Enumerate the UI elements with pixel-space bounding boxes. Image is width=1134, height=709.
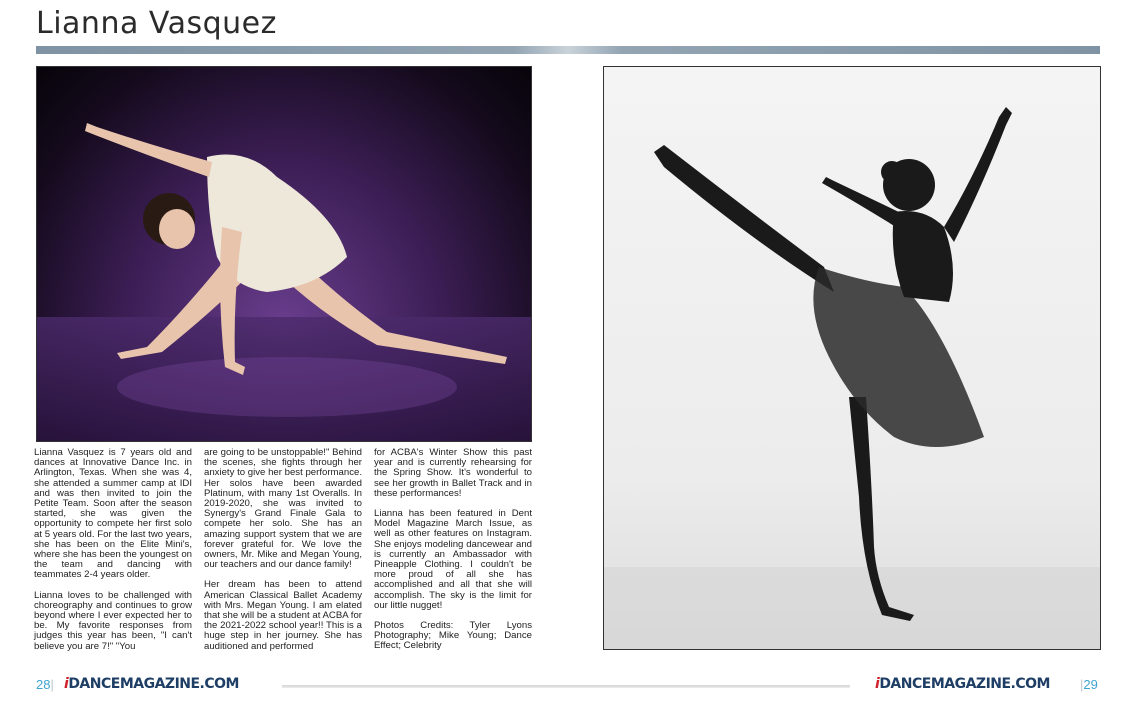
page-number-separator: |: [1080, 677, 1084, 692]
page-number-left: [36, 677, 54, 692]
page-number-separator: |: [50, 677, 54, 692]
photo-credits: Photos Credits: Tyler Lyons Photography; Mike Young; Dance Effect; Celebrity: [374, 620, 532, 652]
article-paragraph: Lianna Vasquez is 7 years old and dances at Innovative Dance Inc. in Arlington, Texas. When she was 4, she attended a summer camp at IDI and was then invited to join the Petite Team. Soon after the season started, she was given the opportunity to compete her first solo at 5 years old. For the last two years, she has been on the Elite Mini's, where she has been the youngest on the team and dancing with teammates 2-4 years older.: [34, 447, 192, 581]
article-paragraph: for ACBA's Winter Show this past year and is currently rehearsing for the Spring Show. It's wonderful to see her growth in Ballet Track and in these performances!: [374, 447, 532, 499]
page-title: Lianna Vasquez: [36, 6, 277, 41]
article-body: [34, 448, 532, 654]
logo-prefix: i: [64, 676, 69, 692]
magazine-logo-left[interactable]: [64, 676, 239, 692]
article-paragraph: Lianna has been featured in Dent Model Magazine March Issue, as well as other features on Instagram. She enjoys modeling dancewear and is currently an Ambassador with Pineapple Clothing. I couldn't be more proud of all she has accomplished and all that she will accomplish. The sky is the limit for our little nugget!: [374, 508, 532, 611]
article-paragraph: Lianna loves to be challenged with choreography and continues to grow beyond where I ever expected her to be. My favorite responses from judges this year has been, "I can't believe you are 7!" "You: [34, 589, 192, 652]
page-number-right-value: 29: [1083, 677, 1098, 692]
footer-divider-left: [282, 685, 566, 688]
article-column-1: [34, 448, 192, 654]
article-paragraph: are going to be unstoppable!" Behind the scenes, she fights through her anxiety to give her best performance. Her solos have been awarded Platinum, with many 1st Overalls. In 2019-2020, she was invited to Synergy's Grand Finale Gala to compete her solo. She has an amazing support system that we are forever grateful for. We love the owners, Mr. Mike and Megan Young, our teachers and our dance family!: [204, 447, 362, 571]
article-paragraph: Her dream has been to attend American Classical Ballet Academy with Mrs. Megan Young. I am elated that she will be a student at ACBA for the 2021-2022 school year!! This is a huge step in her journey. She has auditioned and performed: [204, 579, 362, 652]
title-divider: [36, 46, 1100, 54]
dancer-arabesque-illustration: [604, 67, 1100, 649]
magazine-logo-right[interactable]: [875, 676, 1050, 692]
logo-text: DANCEMAGAZINE.COM: [68, 676, 239, 692]
page-number-left-value: 28: [36, 677, 51, 692]
dancer-arabesque-photo: [603, 66, 1101, 650]
article-column-3: [374, 448, 532, 654]
dancer-stage-illustration: [37, 67, 531, 441]
dancer-stage-photo: [36, 66, 532, 442]
page-number-right: [1080, 677, 1098, 692]
article-column-2: [204, 448, 362, 654]
logo-text: DANCEMAGAZINE.COM: [879, 676, 1050, 692]
logo-prefix: i: [875, 676, 880, 692]
footer-divider-right: [566, 685, 850, 688]
